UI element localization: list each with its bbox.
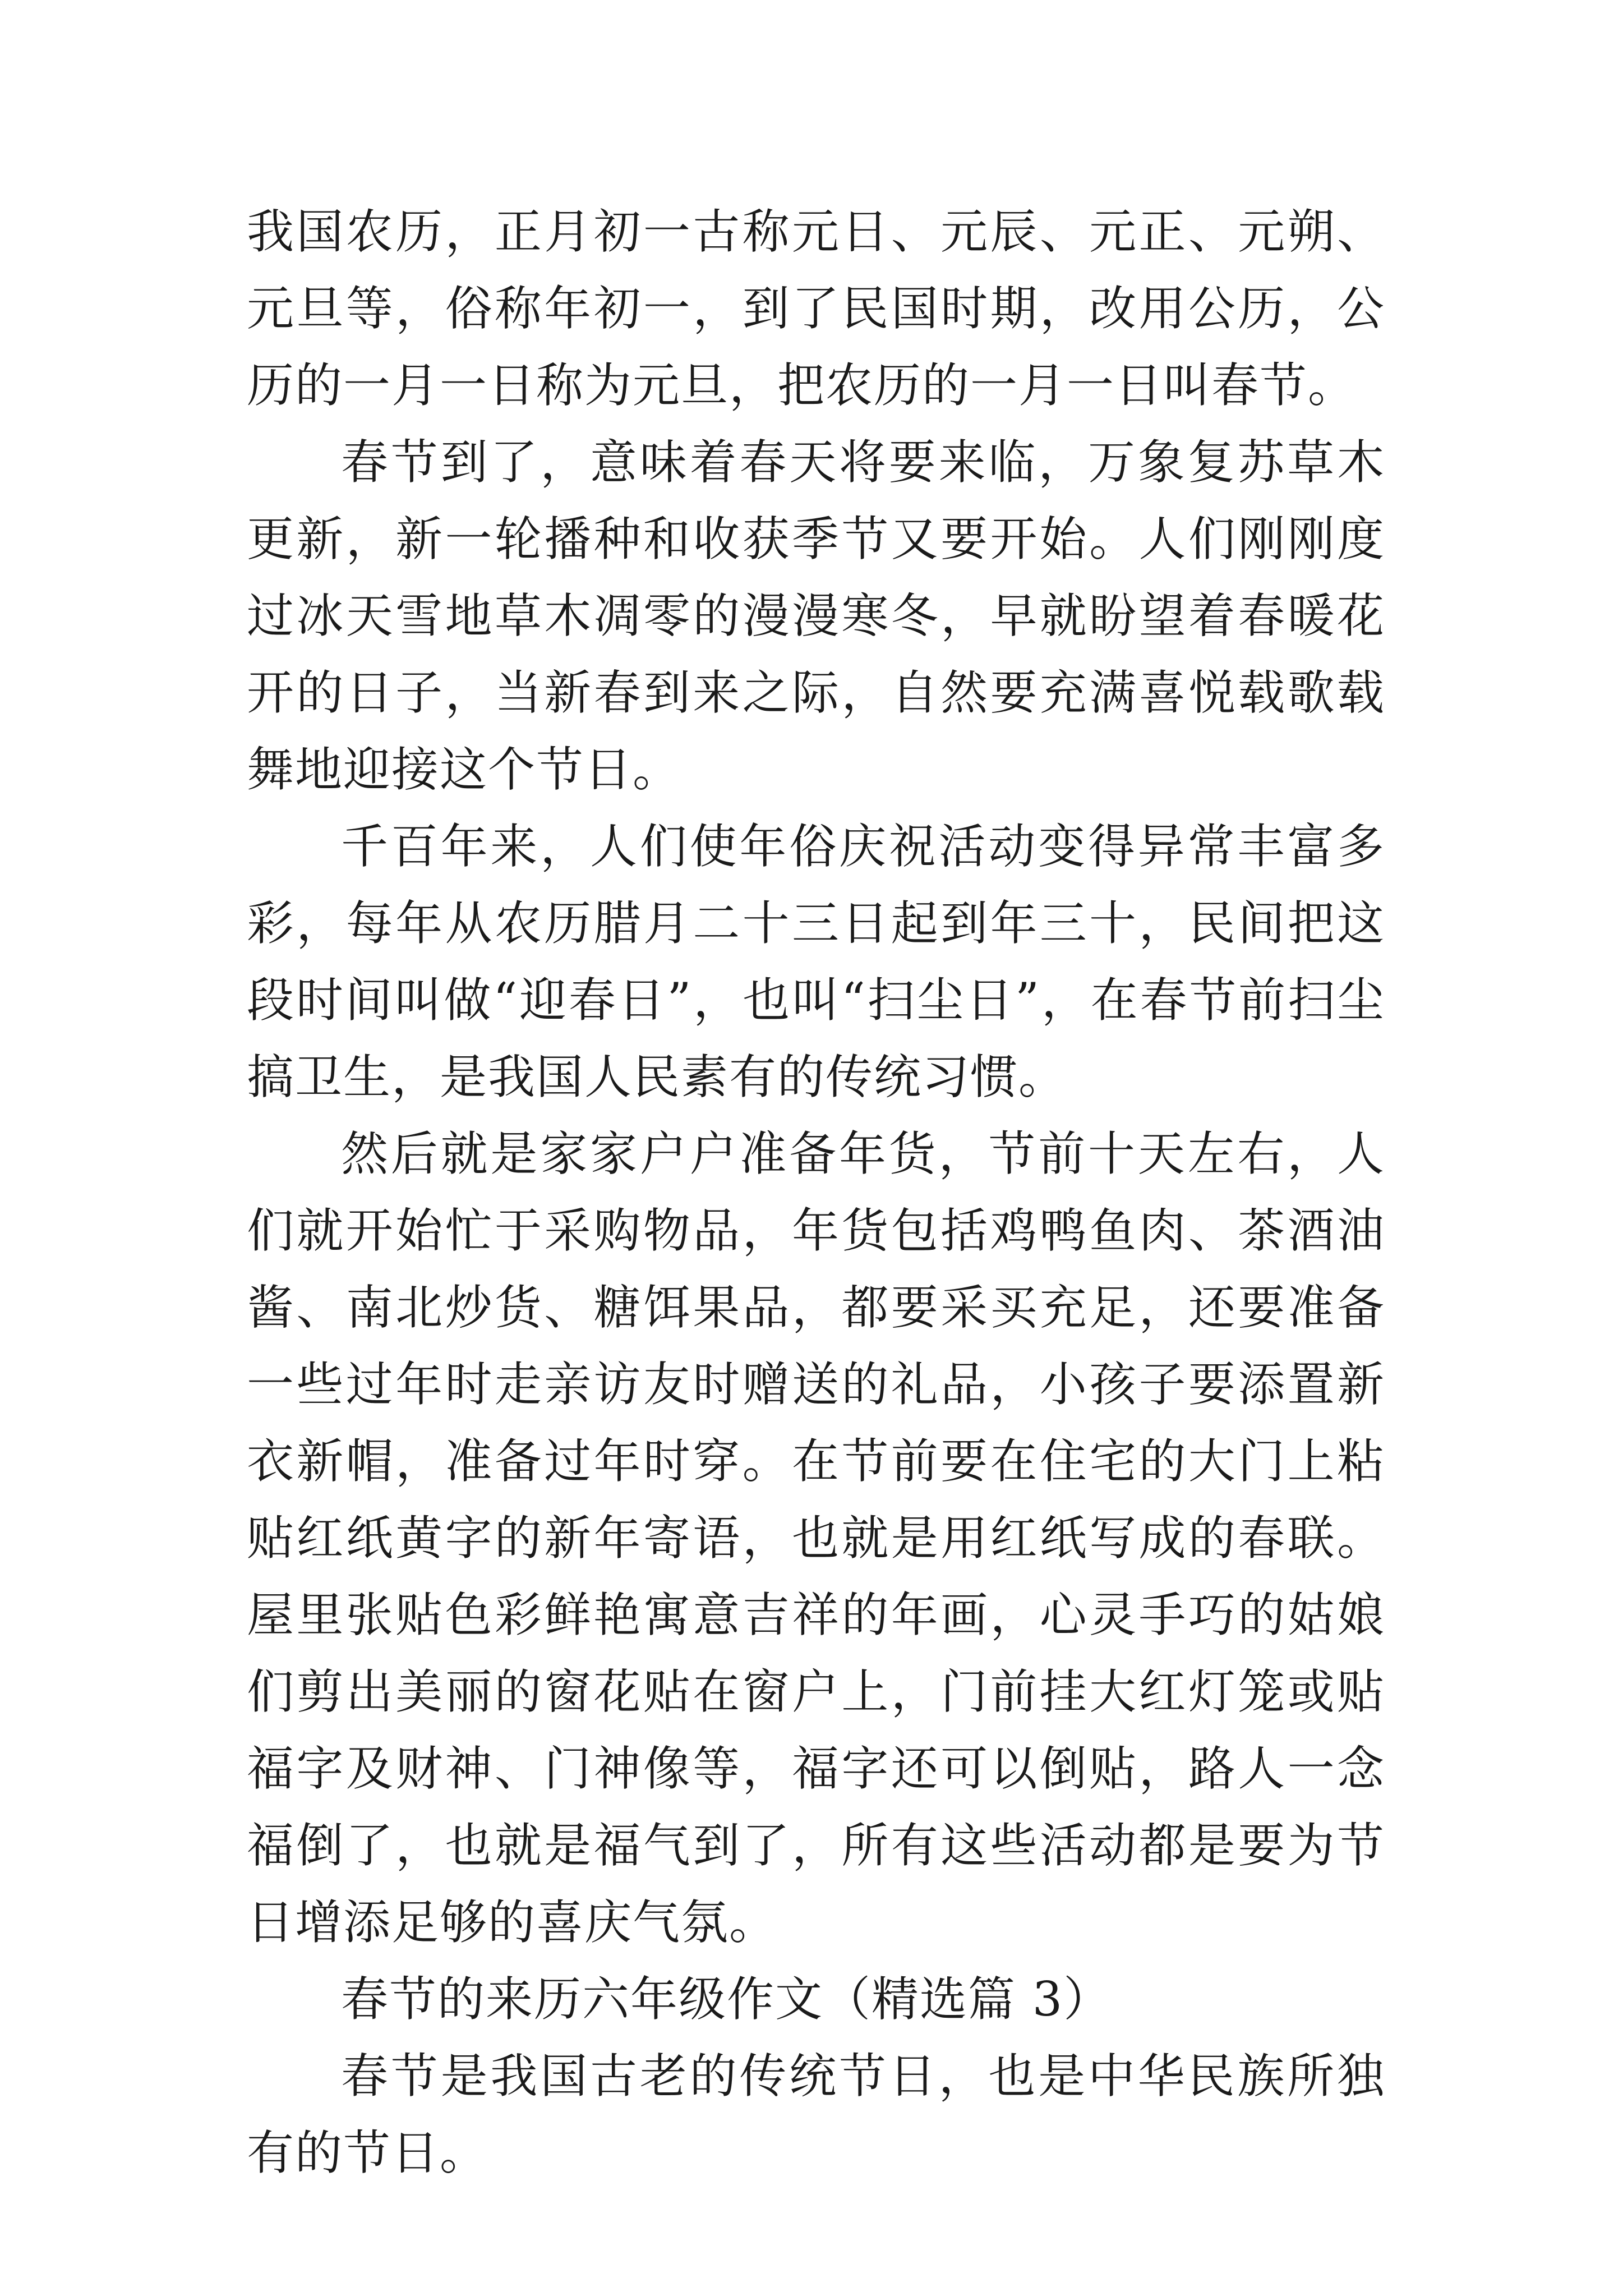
paragraph-2: 春节到了，意味着春天将要来临，万象复苏草木更新，新一轮播种和收获季节又要开始。人们刚刚度过冰天雪地草木凋零的漫漫寒冬，早就盼望着春暖花开的日子，当新春到来之际，自然要充满喜悦载歌载舞地迎接这个节日。 bbox=[247, 435, 1385, 797]
paragraph-5: 春节是我国古老的传统节日，也是中华民族所独有的节日。 bbox=[247, 2049, 1385, 2180]
paragraph-1: 我国农历，正月初一古称元日、元辰、元正、元朔、元旦等，俗称年初一，到了民国时期，改用公历，公历的一月一日称为元旦，把农历的一月一日叫春节。 bbox=[247, 204, 1385, 413]
paragraph-3: 千百年来，人们使年俗庆祝活动变得异常丰富多彩，每年从农历腊月二十三日起到年三十，民间把这段时间叫做“迎春日”，也叫“扫尘日”，在春节前扫尘搞卫生，是我国人民素有的传统习惯。 bbox=[247, 819, 1385, 1105]
paragraph-4: 然后就是家家户户准备年货，节前十天左右，人们就开始忙于采购物品，年货包括鸡鸭鱼肉、茶酒油酱、南北炒货、糖饵果品，都要采买充足，还要准备一些过年时走亲访友时赠送的礼品，小孩子要添置新衣新帽，准备过年时穿。在节前要在住宅的大门上粘贴红纸黄字的新年寄语，也就是用红纸写成的春联。屋里张贴色彩鲜艳寓意吉祥的年画，心灵手巧的姑娘们剪出美丽的窗花贴在窗户上，门前挂大红灯笼或贴福字及财神、门神像等，福字还可以倒贴，路人一念福倒了，也就是福气到了，所有这些活动都是要为节日增添足够的喜庆气氛。 bbox=[247, 1126, 1385, 1950]
body-text bbox=[247, 194, 1385, 2192]
section-heading: 春节的来历六年级作文（精选篇 3） bbox=[341, 1972, 1112, 2027]
